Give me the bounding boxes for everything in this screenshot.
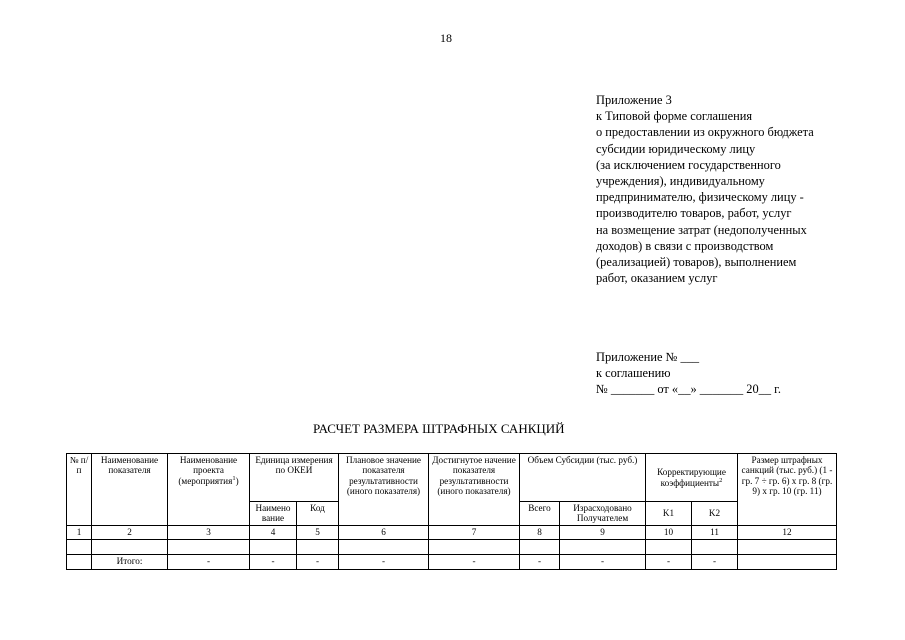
column-number: 12 [738, 526, 837, 540]
appendix-line: на возмещение затрат (недополученных [596, 222, 807, 237]
column-number: 1 [67, 526, 92, 540]
header-spent: Израсходовано Получателем [560, 502, 646, 526]
total-value: - [429, 555, 520, 570]
table-cell [520, 540, 560, 555]
header-subsidy: Объем Субсидии (тыс. руб.) [520, 454, 646, 502]
table-cell [168, 540, 250, 555]
document-title: РАСЧЕТ РАЗМЕРА ШТРАФНЫХ САНКЦИЙ [313, 421, 565, 436]
appendix-line: о предоставлении из окружного бюджета [596, 125, 814, 140]
table-cell [92, 540, 168, 555]
header-coefficients: Корректирующие коэффициенты$^2$ [646, 454, 738, 502]
agreement-line: № _______ от «__» _______ 20__ г. [596, 382, 781, 397]
column-number: 2 [92, 526, 168, 540]
table-cell [67, 555, 92, 570]
column-number: 11 [692, 526, 738, 540]
table-cell [297, 540, 339, 555]
penalty-table [66, 453, 837, 570]
agreement-line: Приложение № ___ [596, 350, 700, 364]
appendix-line: учреждения), индивидуальному [596, 174, 765, 189]
header-penalty: Размер штрафных санкций (тыс. руб.) (1 - гр. 7 ÷ гр. 6) x гр. 8 (гр. 9) x гр. 10 (гр. 11) [738, 454, 837, 526]
appendix-line: субсидии юридическому лицу [596, 141, 756, 156]
total-value: - [250, 555, 297, 570]
table-cell [560, 540, 646, 555]
total-label: Итого: [92, 555, 168, 570]
total-value: - [339, 555, 429, 570]
appendix-line: (реализацией) товаров), выполнением [596, 255, 797, 270]
header-k1: K1 [646, 502, 692, 526]
appendix-line: производителю товаров, работ, услуг [596, 206, 792, 221]
header-actual: Достигнутое начение показателя результативности (иного показателя) [429, 454, 520, 526]
total-value: - [520, 555, 560, 570]
total-value: - [692, 555, 738, 570]
table-cell [646, 540, 692, 555]
agreement-line: к соглашению [596, 366, 671, 381]
appendix-line: к Типовой форме соглашения [596, 109, 753, 124]
column-number: 7 [429, 526, 520, 540]
page-number: 18 [440, 31, 452, 45]
table-cell [429, 540, 520, 555]
header-k2: K2 [692, 502, 738, 526]
total-value: - [646, 555, 692, 570]
appendix-line: Приложение 3 [596, 93, 672, 107]
appendix-line: работ, оказанием услуг [596, 271, 718, 286]
appendix-line: (за исключением государственного [596, 157, 781, 172]
header-unit-code: Код [297, 502, 339, 526]
table-row [67, 540, 837, 555]
total-value: - [297, 555, 339, 570]
header-total: Всего [520, 502, 560, 526]
total-value: - [560, 555, 646, 570]
column-number: 9 [560, 526, 646, 540]
column-numbers-row [67, 526, 837, 540]
appendix-line: предпринимателю, физическому лицу - [596, 190, 804, 205]
table-cell [692, 540, 738, 555]
header-unit-name: Наимено вание [250, 502, 297, 526]
header-indicator: Наименование показателя [92, 454, 168, 526]
table-cell [250, 540, 297, 555]
header-project: Наименование проекта (мероприятия$^1$) [168, 454, 250, 526]
table-cell [738, 540, 837, 555]
column-number: 3 [168, 526, 250, 540]
column-number: 10 [646, 526, 692, 540]
column-number: 6 [339, 526, 429, 540]
column-number: 5 [297, 526, 339, 540]
agreement-block [596, 349, 896, 398]
table-cell [339, 540, 429, 555]
appendix-block [596, 92, 896, 286]
header-unit: Единица измерения по ОКЕИ [250, 454, 339, 502]
appendix-line: доходов) в связи с производством [596, 238, 774, 253]
header-plan: Плановое значение показателя результативности (иного показателя) [339, 454, 429, 526]
table-cell [67, 540, 92, 555]
header-num: № п/п [67, 454, 92, 526]
total-value: - [168, 555, 250, 570]
table-cell [738, 555, 837, 570]
totals-row [67, 555, 837, 570]
column-number: 8 [520, 526, 560, 540]
column-number: 4 [250, 526, 297, 540]
